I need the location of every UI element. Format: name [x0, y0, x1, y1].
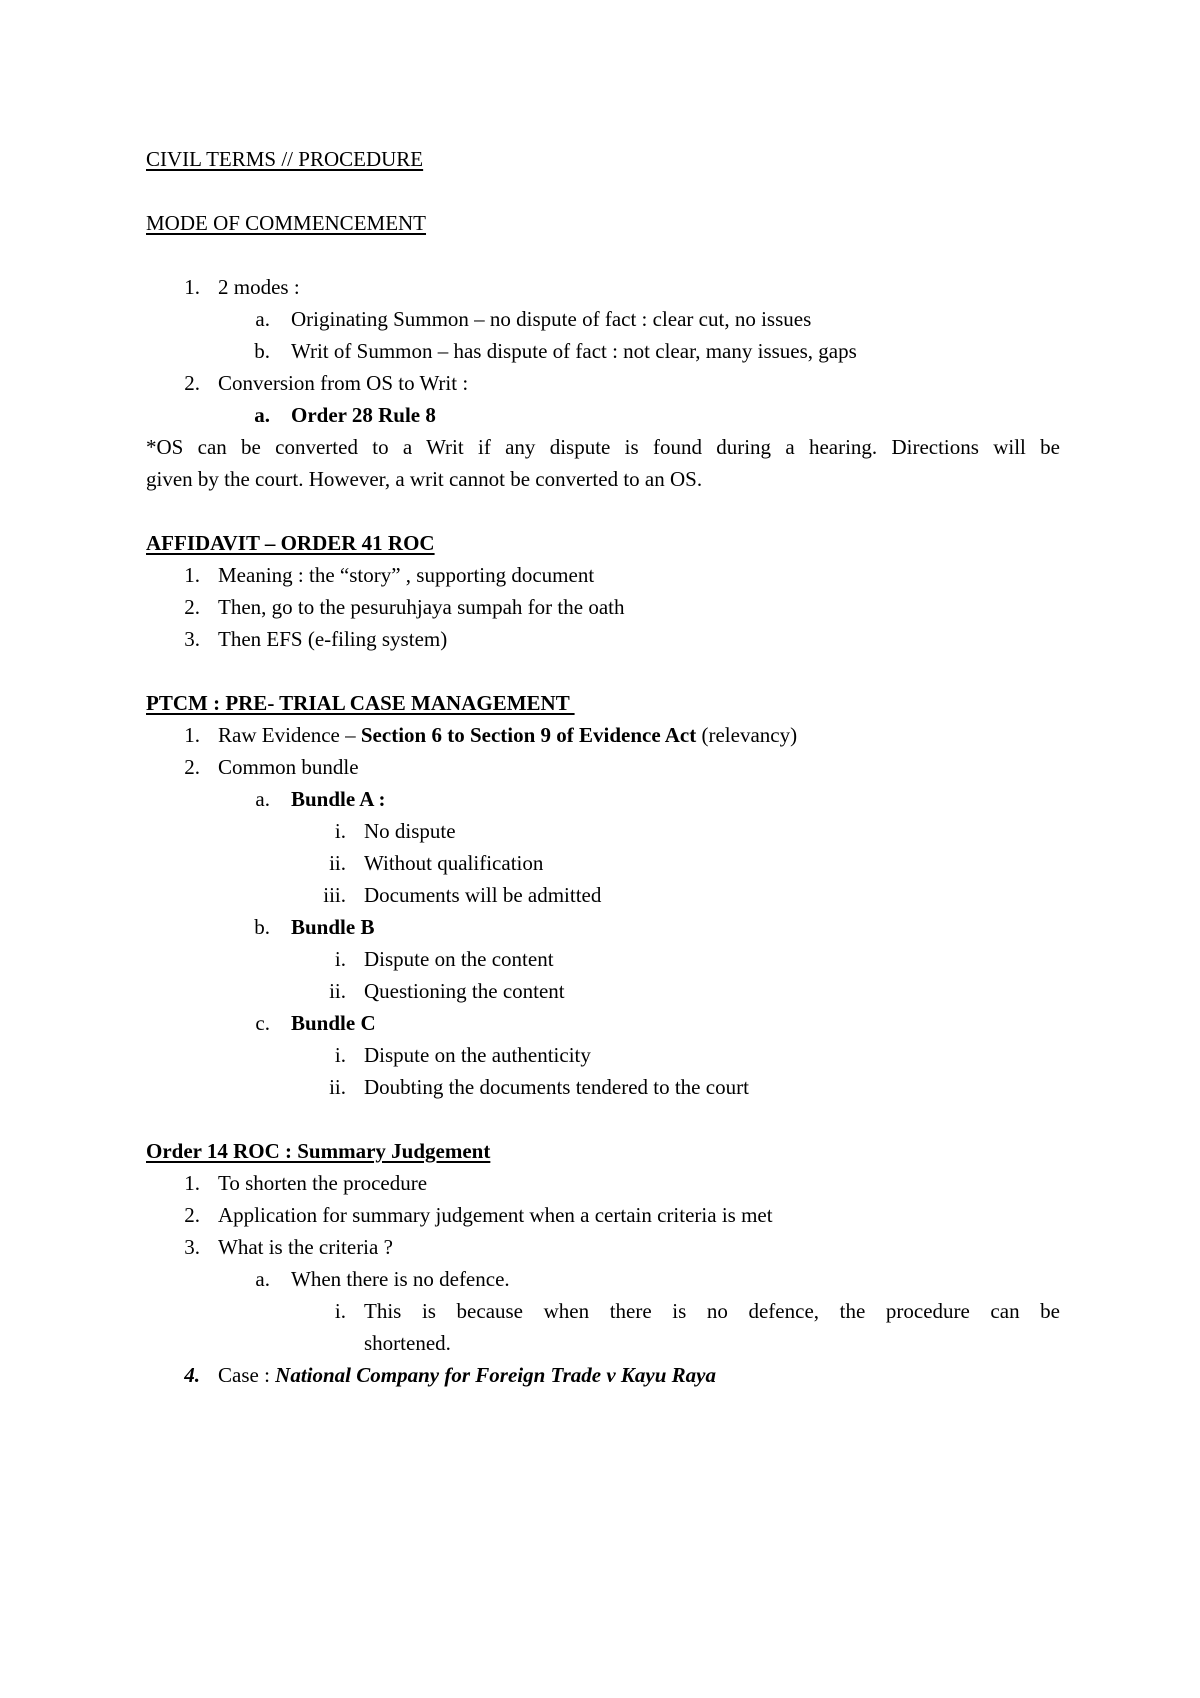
case-citation: National Company for Foreign Trade v Kayu Raya: [275, 1363, 716, 1387]
note-paragraph-line: given by the court. However, a writ cannot be converted to an OS.: [146, 467, 703, 491]
section-heading-mode: MODE OF COMMENCEMENT: [146, 211, 427, 235]
document-page: CIVIL TERMS // PROCEDURE MODE OF COMMENCEMENT 1. 2 modes : a. Originating Summon – no dispute of fact : clear cut, no issues b. Writ of Summon – has dispute of fact : not clear, many issues, gaps 2. Conversion from OS to Writ : a. Order 28 Rule 8 *OS can be converted to a Writ if any dispute is found during a hearing. Directions will be given by the court. However, a writ cannot be converted to an OS. AFFIDAVIT – ORDER 41 ROC 1. Meaning : the “story” , supporting document 2. Then, go to the pesuruhjaya sumpah for the oath 3. Then EFS (e-filing system) PTCM : PRE- TRIAL CASE MANAGEMENT 1. Raw Evidence – Section 6 to Section 9 of Evidence Act (relevancy) 2. Common bundle a. Bundle A : i. No dispute ii. Without qualification iii. Documents will be admitted b. Bundle B i. Dispute on the content ii. Questioning the content c. Bundle C i. Dispute on the authenticity ii. Doubting the documents tendered to the court Order 14 ROC : Summary Judgement 1. To shorten the procedure 2. Application for summary judgement when a certain criteria is met 3. What is the criteria ? a. When there is no defence. i. This is because when there is no defence, the procedure can be shortened. 4. Case : National Company for Foreign Trade v Kayu Raya: [146, 147, 1060, 1387]
document-title: CIVIL TERMS // PROCEDURE: [146, 147, 424, 171]
section-heading-affidavit: AFFIDAVIT – ORDER 41 ROC: [146, 531, 435, 555]
section-heading-order14: Order 14 ROC : Summary Judgement: [146, 1139, 491, 1163]
list-item-continuation: shortened.: [364, 1331, 451, 1355]
note-paragraph-line: *OS can be converted to a Writ if any dispute is found during a hearing. Directions will be: [146, 435, 1060, 459]
section-heading-ptcm: PTCM : PRE- TRIAL CASE MANAGEMENT: [146, 691, 575, 715]
